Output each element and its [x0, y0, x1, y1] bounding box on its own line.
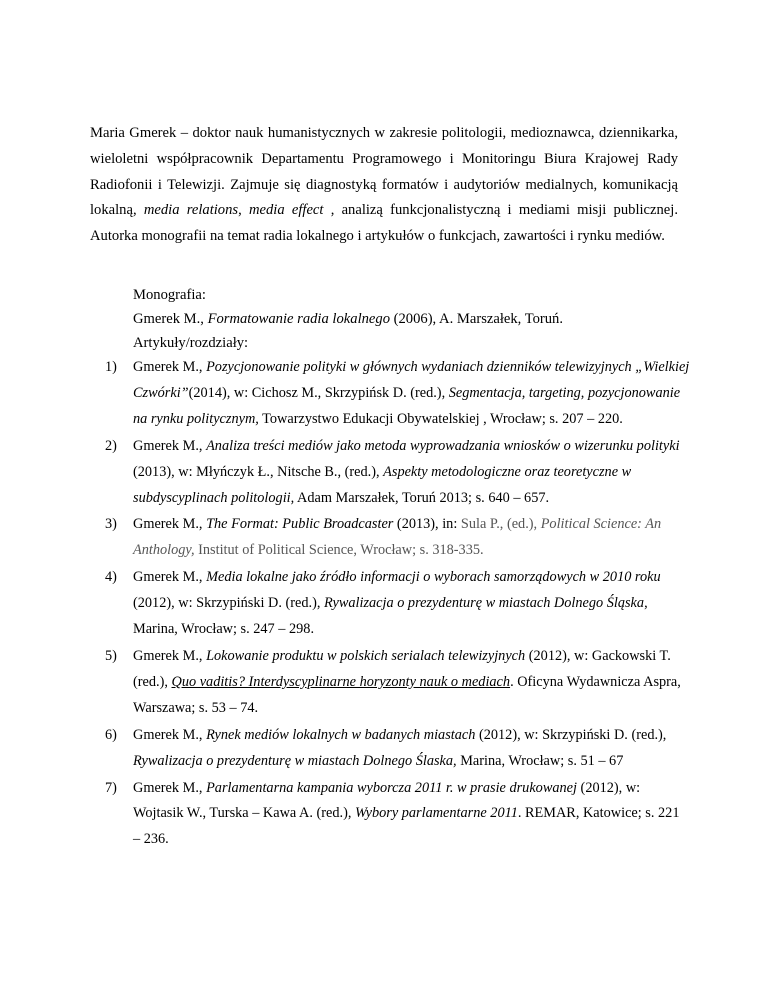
item-book: Quo vaditis? Interdyscyplinarne horyzonty nauk o mediach [171, 673, 511, 690]
item-title: Rynek mediów lokalnych w badanych miastach [206, 726, 476, 743]
item-title: The Format: Public Broadcaster [206, 516, 394, 533]
item-number: 7) [105, 779, 117, 796]
item-number: 3) [105, 516, 117, 533]
list-item [105, 644, 690, 722]
bio-text: Maria Gmerek – doktor nauk humanistycznych w zakresie politologii, medioznawca, dziennikarka, wieloletni współpracownik Departamentu Programowego i Monitoringu Biura Krajowej Rady Radiofonii i Telewizji. Zajmuje się diagnostyką formatów i audytoriów medialnych, komunikacją lokalną, [90, 125, 678, 219]
list-item [105, 355, 690, 433]
item-author: Gmerek M., [133, 437, 207, 454]
item-number: 1) [105, 359, 117, 375]
item-source: (2013), w: Młyńczyk Ł., Nitsche B., (red.), [133, 463, 384, 480]
item-source: (2012), w: Gackowski T. (red.), [133, 647, 671, 690]
item-title: Pozycjonowanie polityki w głównych wydaniach dzienników telewizyjnych „Wielkiej Czwórki” [133, 359, 690, 401]
item-author: Gmerek M., [133, 516, 207, 533]
bio-text: , [238, 202, 249, 219]
bio-text: , analizą funkcjonalistyczną i mediami misji publicznej. Autorka monografii na temat radia lokalnego i artykułów o funkcjach, zawartości i rynku mediów. [90, 202, 678, 245]
item-title: Media lokalne jako źródło informacji o wyborach samorządowych w 2010 roku [206, 569, 661, 586]
item-publisher: , Marina, Wrocław; s. 247 – 298. [133, 595, 648, 638]
monograph-author: Gmerek M., [133, 311, 208, 327]
item-title: Parlamentarna kampania wyborcza 2011 r. w prasie drukowanej [206, 779, 577, 796]
item-editor: Sula P., (ed.), [460, 516, 541, 533]
item-book: Aspekty metodologiczne oraz teoretyczne w subdyscyplinach politologii, [133, 463, 632, 506]
item-number: 4) [105, 569, 117, 586]
item-source: (2012), w: Skrzypiński D. (red.), [133, 595, 324, 612]
monograph-title: Formatowanie radia lokalnego [207, 311, 390, 327]
item-number: 5) [105, 647, 117, 664]
bio-italic-term: media relations [143, 202, 239, 219]
item-source: (2014), w: Cichosz M., Skrzypińsk D. (red.), [188, 384, 449, 401]
item-publisher: Towarzystwo Edukacji Obywatelskiej , Wrocław; s. 207 – 220. [258, 410, 623, 427]
monograph-heading: Monografia: [133, 287, 206, 303]
item-publisher: Marina, Wrocław; s. 51 – 67 [456, 752, 624, 769]
item-author: Gmerek M., [133, 647, 207, 664]
item-publisher: Adam Marszałek, Toruń 2013; s. 640 – 657. [294, 489, 550, 506]
item-book: Rywalizacja o prezydenturę w miastach Dolnego Śląska [324, 595, 645, 612]
item-book: Political Science: An Anthology, [133, 516, 662, 559]
item-book: Wybory parlamentarne 2011 [355, 805, 518, 822]
item-author: Gmerek M., [133, 779, 207, 796]
item-author: Gmerek M., [133, 359, 207, 375]
item-title: Lokowanie produktu w polskich serialach telewizyjnych [206, 647, 526, 664]
item-source: (2012), w: Wojtasik W., Turska – Kawa A. (red.), [133, 779, 641, 822]
item-source: (2012), w: Skrzypiński D. (red.), [475, 726, 667, 743]
monograph-entry [133, 307, 693, 332]
list-item [105, 434, 690, 512]
list-item [105, 512, 690, 564]
list-item [105, 723, 690, 775]
bio-italic-term: media effect [248, 202, 324, 219]
item-title: Analiza treści mediów jako metoda wyprowadzania wniosków o wizerunku polityki [206, 437, 680, 454]
monograph-publisher: (2006), A. Marszałek, Toruń. [390, 311, 563, 327]
item-publisher: . Oficyna Wydawnicza Aspra, Warszawa; s. 53 – 74. [133, 673, 681, 716]
author-bio [90, 121, 678, 250]
list-item [105, 776, 690, 854]
articles-heading: Artykuły/rozdziały: [133, 335, 249, 351]
item-author: Gmerek M., [133, 726, 207, 743]
articles-list [105, 355, 690, 854]
list-item [105, 565, 690, 643]
item-book: Segmentacja, targeting, pozycjonowanie na rynku politycznym, [133, 384, 681, 427]
item-book: Rywalizacja o prezydenturę w miastach Dolnego Ślaska, [133, 752, 457, 769]
item-source: (2013), in: [393, 516, 461, 533]
item-number: 2) [105, 437, 117, 454]
item-number: 6) [105, 726, 117, 743]
item-author: Gmerek M., [133, 569, 207, 586]
item-publisher: Institut of Political Science, Wrocław; s. 318-335. [194, 542, 484, 559]
item-publisher: . REMAR, Katowice; s. 221 – 236. [133, 805, 680, 848]
